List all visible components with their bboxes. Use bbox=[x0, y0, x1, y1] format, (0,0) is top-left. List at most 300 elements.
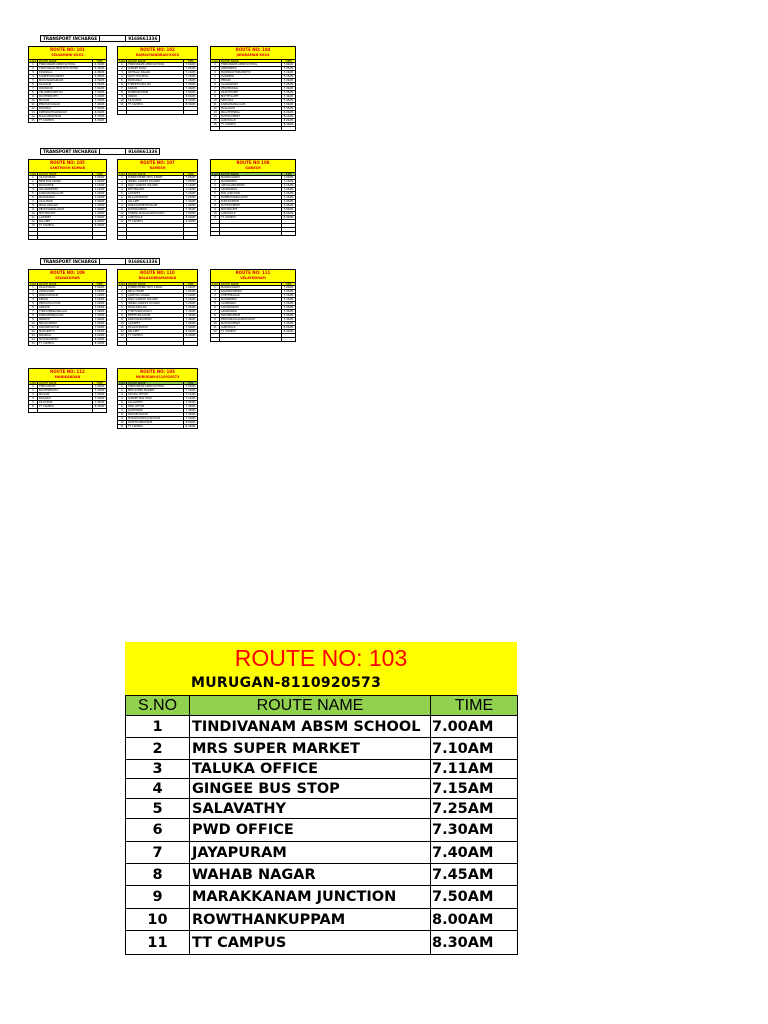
stop-serial-number: 6 bbox=[211, 196, 220, 199]
stop-serial-number: 7 bbox=[211, 87, 220, 90]
stop-time: 7.15AM bbox=[185, 75, 196, 78]
stop-serial-number: 5 bbox=[118, 302, 127, 305]
stop-time: 7.50AM bbox=[283, 208, 294, 211]
blank-cell bbox=[100, 258, 126, 265]
stop-serial-number: 4 bbox=[29, 298, 38, 301]
stop-serial-number: 15 bbox=[29, 119, 38, 122]
stop-time: 7.40AM bbox=[185, 409, 196, 412]
stop-time: 7.20AM bbox=[283, 302, 294, 305]
stop-name bbox=[127, 107, 184, 110]
stop-serial-number: 7 bbox=[211, 200, 220, 203]
route-card-driver: SELVAKUMAR bbox=[55, 276, 80, 280]
stop-time bbox=[184, 224, 197, 227]
stop-name: INDIRA GANDHI SQUARE bbox=[127, 302, 184, 305]
stop-time: 7.40AM bbox=[283, 200, 294, 203]
route-card-header bbox=[28, 368, 107, 381]
stop-time: 7.00AM bbox=[283, 176, 294, 179]
stop-time: 7.05AM bbox=[185, 67, 196, 70]
route-card-header bbox=[117, 46, 198, 59]
column-header: ROUTE NAME bbox=[38, 382, 93, 384]
stop-time: 8.10AM bbox=[94, 115, 105, 118]
stop-name: PWD OFFICE bbox=[127, 405, 184, 408]
stop-serial-number: 7 bbox=[211, 310, 220, 313]
stop-serial-number: 11 bbox=[118, 216, 127, 219]
stop-name: NEW BUS STAND bbox=[38, 180, 93, 183]
stop-name: PUDUKUPPAM bbox=[220, 200, 282, 203]
stop-name bbox=[220, 338, 282, 341]
route-card-header bbox=[210, 46, 296, 59]
transport-incharge-phone: 9168661336 bbox=[126, 148, 160, 155]
stop-serial-number: 11 bbox=[211, 103, 220, 106]
stop-name: PONDICHERRY BUS STAND bbox=[127, 176, 184, 179]
column-header: S.NO bbox=[118, 283, 126, 285]
stop-serial-number: 3 bbox=[29, 71, 38, 74]
stop-time: 8.30AM bbox=[94, 342, 105, 345]
stop-serial-number: 14 bbox=[29, 338, 38, 341]
stop-time: 7.20AM bbox=[94, 95, 105, 98]
column-header-sno: S.NO bbox=[126, 696, 190, 716]
stop-serial-number: 12 bbox=[29, 220, 38, 223]
stop-name: MARAKKANAM JUNCTION bbox=[127, 417, 184, 420]
stop-serial-number: 1 bbox=[211, 63, 220, 66]
stop-time bbox=[184, 228, 197, 231]
stop-serial-number: 10 bbox=[29, 212, 38, 215]
stop-time: 7.30AM bbox=[94, 310, 105, 313]
stop-time: 8.30AM bbox=[185, 425, 196, 428]
stop-serial-number: 3 bbox=[211, 71, 220, 74]
stop-time: 7.45AM bbox=[185, 208, 196, 211]
stop-serial-number: 14 bbox=[29, 115, 38, 118]
stop-name: KOTTAKUPPAM bbox=[38, 338, 93, 341]
column-header: S.NO bbox=[29, 382, 37, 384]
stop-name: NALLAVUR bbox=[220, 107, 282, 110]
stop-time: 7.30AM bbox=[94, 200, 105, 203]
stop-name: ANUMANDAI bbox=[220, 310, 282, 313]
stop-time: 7.00AM bbox=[94, 176, 105, 179]
stop-name: THIRUVENNAINALLUR bbox=[38, 310, 93, 313]
stop-serial-number: 2 bbox=[126, 738, 190, 760]
stop-serial-number: 7 bbox=[118, 409, 127, 412]
stop-time: 7.40AM bbox=[94, 318, 105, 321]
stop-time bbox=[282, 220, 295, 223]
stop-time: 7.50AM bbox=[94, 216, 105, 219]
route-card-thumbnail bbox=[28, 368, 107, 413]
stop-time: 7.50AM bbox=[283, 103, 294, 106]
stop-time: 6.55AM bbox=[94, 83, 105, 86]
stop-time: 7.40AM bbox=[185, 87, 196, 90]
stop-name: KEDAR bbox=[38, 298, 93, 301]
stop-serial-number: 11 bbox=[126, 931, 190, 955]
column-header: S.NO bbox=[118, 60, 126, 62]
stop-name: KOTTAKUPPAM bbox=[220, 322, 282, 325]
stop-time: 8.00AM bbox=[431, 909, 518, 931]
stop-serial-number: 9 bbox=[29, 208, 38, 211]
table-row bbox=[126, 799, 518, 819]
stop-name: KIDANGAL bbox=[38, 71, 93, 74]
stop-name: WAHAB NAGAR bbox=[190, 864, 431, 886]
stop-serial-number: 14 bbox=[211, 115, 220, 118]
route-103-driver-contact: MURUGAN-8110920573 bbox=[191, 675, 382, 691]
stop-name: MADUKARAI bbox=[38, 196, 93, 199]
table-row bbox=[211, 338, 295, 342]
route-card-thumbnail bbox=[28, 269, 107, 346]
stop-name: PERIYATHACHUR bbox=[38, 302, 93, 305]
stop-name: KATTALAI NAGAR bbox=[127, 71, 184, 74]
stop-serial-number: 5 bbox=[29, 302, 38, 305]
stop-serial-number: 2 bbox=[29, 67, 38, 70]
stop-serial-number: 5 bbox=[126, 799, 190, 819]
stop-name: KADAPAKKAM bbox=[220, 306, 282, 309]
stop-serial-number: 9 bbox=[118, 417, 127, 420]
stop-serial-number: 6 bbox=[29, 405, 38, 408]
stop-name bbox=[38, 409, 93, 412]
stop-time: 7.05AM bbox=[283, 67, 294, 70]
stop-name: PILLAICHAVADY bbox=[127, 326, 184, 329]
stop-serial-number: 9 bbox=[29, 318, 38, 321]
route-card-driver: SELVAMANI-XXXX bbox=[51, 53, 84, 57]
stop-serial-number: 6 bbox=[118, 196, 127, 199]
stop-time: 7.15AM bbox=[185, 298, 196, 301]
stop-time: 7.20AM bbox=[283, 79, 294, 82]
stop-name: PWD OFFICE bbox=[190, 819, 431, 842]
table-row bbox=[118, 236, 197, 240]
stop-name: ALAGRAMAM bbox=[220, 83, 282, 86]
route-card-title: ROUTE NO: 107 bbox=[140, 160, 175, 165]
stop-time: 7.15AM bbox=[283, 75, 294, 78]
stop-name bbox=[127, 342, 184, 345]
stop-serial-number: 7 bbox=[29, 310, 38, 313]
transport-incharge-label: TRANSPORT INCHARGE bbox=[40, 148, 100, 155]
stop-name: NELLIKUPPAM bbox=[38, 322, 93, 325]
stop-name: ROSHANAI bbox=[127, 79, 184, 82]
stop-serial-number: 5 bbox=[118, 401, 127, 404]
route-card-driver: BALASUBRAMANIAN bbox=[138, 276, 177, 280]
stop-name: KOLLIYANGUNAM bbox=[38, 115, 93, 118]
table-row bbox=[126, 779, 518, 799]
stop-time bbox=[184, 111, 197, 114]
stop-serial-number: 1 bbox=[211, 286, 220, 289]
route-card-title: ROUTE NO 108 bbox=[236, 160, 270, 165]
stop-name: TINDIVANAM ABSM SCHOOL bbox=[190, 716, 431, 738]
stop-serial-number bbox=[211, 338, 220, 341]
stop-time: 7.35AM bbox=[94, 314, 105, 317]
stop-serial-number: 4 bbox=[118, 397, 127, 400]
stop-time: 7.40AM bbox=[94, 208, 105, 211]
stop-time: 7.55AM bbox=[283, 107, 294, 110]
stop-name: TINDIVANAM ABSM SCHOOL bbox=[38, 63, 93, 66]
stop-time: 8.00AM bbox=[283, 111, 294, 114]
route-card-thumbnail bbox=[117, 159, 198, 240]
stop-time: 6.40AM bbox=[94, 67, 105, 70]
stop-time: 7.40AM bbox=[431, 842, 518, 864]
stop-serial-number: 8 bbox=[29, 204, 38, 207]
stop-time: 7.30AM bbox=[283, 310, 294, 313]
stop-time bbox=[93, 409, 106, 412]
stop-name: TT CAMPUS bbox=[127, 103, 184, 106]
column-header: S.NO bbox=[118, 173, 126, 175]
stop-time: 7.50AM bbox=[431, 886, 518, 909]
route-card-thumbnail bbox=[210, 159, 296, 236]
stop-name: PONDICHERRY BUS STAND bbox=[127, 286, 184, 289]
route-card-driver: MURUGAN-8110920573 bbox=[135, 375, 180, 379]
stop-name: KONERIKUPPAM bbox=[127, 91, 184, 94]
column-header: TIME bbox=[187, 382, 194, 384]
stop-name: ANUMANDAI bbox=[220, 188, 282, 191]
column-header: S.NO bbox=[211, 60, 219, 62]
table-row bbox=[126, 909, 518, 931]
column-header: ROUTE NAME bbox=[38, 173, 93, 175]
stop-name: KALAPET bbox=[127, 330, 184, 333]
stop-name: KALAPET bbox=[38, 220, 93, 223]
stop-serial-number: 4 bbox=[29, 188, 38, 191]
stop-time: 7.45AM bbox=[185, 322, 196, 325]
stop-time: 7.45AM bbox=[94, 212, 105, 215]
column-header: S.NO bbox=[29, 173, 37, 175]
stop-name: TINDIVANAM bbox=[38, 385, 93, 388]
stop-name: TT CAMPUS bbox=[127, 220, 184, 223]
stop-serial-number: 11 bbox=[118, 425, 127, 428]
stop-serial-number: 6 bbox=[29, 306, 38, 309]
stop-serial-number: 4 bbox=[211, 188, 220, 191]
stop-time: 7.40AM bbox=[185, 318, 196, 321]
stop-serial-number: 3 bbox=[29, 184, 38, 187]
column-header: S.NO bbox=[29, 60, 37, 62]
stop-serial-number bbox=[118, 342, 127, 345]
stop-time: 7.10AM bbox=[185, 294, 196, 297]
column-header: ROUTE NAME bbox=[220, 173, 282, 175]
stop-name: WAHAB NAGAR bbox=[127, 413, 184, 416]
stop-serial-number: 10 bbox=[29, 322, 38, 325]
stop-serial-number: 1 bbox=[126, 716, 190, 738]
stop-time: 7.20AM bbox=[185, 192, 196, 195]
stop-time: 7.10AM bbox=[185, 184, 196, 187]
stop-time: 7.00AM bbox=[431, 716, 518, 738]
stop-time: 7.00AM bbox=[94, 385, 105, 388]
route-card-thumbnail bbox=[28, 46, 107, 123]
stop-serial-number: 4 bbox=[126, 779, 190, 799]
stop-serial-number: 8 bbox=[29, 91, 38, 94]
stop-name: PILLAICHAVADY bbox=[127, 196, 184, 199]
stop-time bbox=[93, 228, 106, 231]
stop-serial-number bbox=[118, 338, 127, 341]
stop-serial-number: 1 bbox=[211, 176, 220, 179]
stop-serial-number: 3 bbox=[118, 71, 127, 74]
column-header: ROUTE NAME bbox=[38, 60, 93, 62]
stop-name: PANRUTI bbox=[38, 318, 93, 321]
stop-serial-number: 9 bbox=[118, 318, 127, 321]
stop-name: TT CAMPUS bbox=[220, 330, 282, 333]
stop-time: 7.10AM bbox=[283, 294, 294, 297]
table-row bbox=[126, 886, 518, 909]
route-card-header bbox=[117, 368, 198, 381]
stop-name bbox=[220, 220, 282, 223]
stop-serial-number: 13 bbox=[29, 334, 38, 337]
stop-name: TT CAMPUS bbox=[190, 931, 431, 955]
stop-time: 7.00AM bbox=[185, 385, 196, 388]
stop-name: OMANDUR bbox=[38, 87, 93, 90]
stop-serial-number bbox=[211, 224, 220, 227]
stop-time: 7.20AM bbox=[94, 393, 105, 396]
stop-time bbox=[282, 228, 295, 231]
stop-serial-number: 6 bbox=[29, 196, 38, 199]
stop-name: TINDIVANAM NEW BUS STAND bbox=[38, 67, 93, 70]
stop-time: 7.10AM bbox=[185, 389, 196, 392]
stop-time: 7.05AM bbox=[94, 180, 105, 183]
stop-serial-number: 2 bbox=[211, 67, 220, 70]
route-card-title: ROUTE NO: 109 bbox=[50, 270, 85, 275]
stop-name: ROSANAI bbox=[38, 107, 93, 110]
stop-name: MAILAM bbox=[38, 99, 93, 102]
stop-serial-number bbox=[118, 232, 127, 235]
stop-time: 8.10AM bbox=[94, 338, 105, 341]
stop-name: KALAPET bbox=[127, 200, 184, 203]
route-card-header bbox=[28, 159, 107, 172]
stop-name bbox=[127, 224, 184, 227]
stop-serial-number: 6 bbox=[118, 83, 127, 86]
table-row bbox=[118, 111, 197, 115]
stop-serial-number bbox=[118, 224, 127, 227]
stop-name: PALLITHENNAL bbox=[220, 111, 282, 114]
stop-name: AUROVILLE bbox=[220, 119, 282, 122]
stop-serial-number: 4 bbox=[118, 75, 127, 78]
stop-name: AJANTHA SIGNAL bbox=[127, 294, 184, 297]
stop-time: 7.30AM bbox=[185, 405, 196, 408]
stop-serial-number: 10 bbox=[211, 212, 220, 215]
stop-time: 7.25AM bbox=[94, 196, 105, 199]
stop-serial-number: 6 bbox=[211, 306, 220, 309]
table-row bbox=[126, 864, 518, 886]
transport-incharge-label: TRANSPORT INCHARGE bbox=[40, 35, 100, 42]
stop-name bbox=[220, 232, 282, 235]
stop-name: MUTHIALPET bbox=[220, 208, 282, 211]
stop-time bbox=[184, 236, 197, 239]
stop-time: 7.35AM bbox=[283, 91, 294, 94]
stop-time bbox=[184, 342, 197, 345]
stop-time: 8.30AM bbox=[431, 931, 518, 955]
stop-serial-number: 4 bbox=[211, 75, 220, 78]
column-header: ROUTE NAME bbox=[127, 173, 184, 175]
stop-name: VILLIANUR bbox=[38, 200, 93, 203]
stop-time bbox=[282, 338, 295, 341]
stop-name: VANUR bbox=[127, 95, 184, 98]
stop-name: MRS SUPER MARKET bbox=[127, 389, 184, 392]
stop-name: KOOTERIPATTU bbox=[38, 389, 93, 392]
stop-name: PARIKKAL bbox=[38, 334, 93, 337]
column-header: TIME bbox=[285, 283, 292, 285]
column-header: S.NO bbox=[211, 283, 219, 285]
route-card-thumbnail bbox=[117, 269, 198, 346]
stop-time: 8.20AM bbox=[283, 119, 294, 122]
stop-time: 8.00AM bbox=[283, 326, 294, 329]
stop-time: 7.15AM bbox=[94, 188, 105, 191]
stop-time: 8.00AM bbox=[185, 216, 196, 219]
stop-serial-number: 1 bbox=[29, 63, 38, 66]
stop-time: 7.25AM bbox=[283, 83, 294, 86]
stop-name: MEETTUPALAYAM bbox=[127, 314, 184, 317]
route-103-stops-table bbox=[125, 695, 518, 955]
stop-time bbox=[184, 232, 197, 235]
column-header: ROUTE NAME bbox=[220, 60, 282, 62]
table-row bbox=[126, 931, 518, 955]
stop-name: KANDAMANGALAM bbox=[220, 103, 282, 106]
stop-serial-number: 9 bbox=[211, 318, 220, 321]
stop-name: TINDIVANAM ABSM SCHOOL bbox=[127, 63, 184, 66]
stop-time: 8.00AM bbox=[185, 421, 196, 424]
stop-name: GINGEE BUS STOP bbox=[190, 779, 431, 799]
stop-name: PANAYAPURAM bbox=[38, 294, 93, 297]
table-row bbox=[118, 342, 197, 346]
stop-name: MOONGILTHURAIPATTU bbox=[220, 71, 282, 74]
stop-serial-number: 5 bbox=[211, 79, 220, 82]
stop-serial-number: 4 bbox=[29, 75, 38, 78]
stop-time: 7.25AM bbox=[431, 799, 518, 819]
transport-incharge-phone: 9168661336 bbox=[126, 35, 160, 42]
stop-name: KILPUTHUPET bbox=[220, 91, 282, 94]
stop-serial-number: 11 bbox=[29, 103, 38, 106]
stop-time: 7.10AM bbox=[94, 91, 105, 94]
stop-serial-number bbox=[29, 232, 38, 235]
stop-serial-number: 7 bbox=[126, 842, 190, 864]
stop-name: RAJIV GANDHI SQUARE bbox=[127, 184, 184, 187]
stop-time: 7.30AM bbox=[185, 310, 196, 313]
stop-name: TT CAMPUS bbox=[220, 216, 282, 219]
stop-name bbox=[127, 338, 184, 341]
table-row bbox=[126, 738, 518, 760]
stop-serial-number: 11 bbox=[29, 326, 38, 329]
stop-name bbox=[38, 232, 93, 235]
stop-time: 7.00AM bbox=[185, 63, 196, 66]
stop-name: VALUDAREDDY bbox=[38, 188, 93, 191]
stop-serial-number: 3 bbox=[29, 393, 38, 396]
stop-serial-number: 5 bbox=[211, 192, 220, 195]
stop-serial-number: 2 bbox=[211, 180, 220, 183]
route-card-thumbnail bbox=[210, 269, 296, 342]
stop-time: 7.00AM bbox=[94, 286, 105, 289]
stop-time: 7.00AM bbox=[94, 87, 105, 90]
stop-name: SALAVATHY bbox=[190, 799, 431, 819]
stop-serial-number bbox=[211, 232, 220, 235]
stop-name: MUTHIALPET bbox=[127, 188, 184, 191]
stop-serial-number: 6 bbox=[126, 819, 190, 842]
stop-name: PERIYAMUDALIARCHAVADY bbox=[220, 318, 282, 321]
stop-name: MUTHIYALPET bbox=[220, 95, 282, 98]
stop-time: 7.20AM bbox=[283, 188, 294, 191]
stop-name: MOOLAKULAM bbox=[127, 306, 184, 309]
table-row bbox=[118, 425, 197, 429]
stop-serial-number: 1 bbox=[118, 286, 127, 289]
stop-serial-number: 1 bbox=[29, 176, 38, 179]
stop-name: KOTTAKUPPAM bbox=[220, 115, 282, 118]
stop-name: TT CAMPUS bbox=[38, 405, 93, 408]
stop-name: SALAVATHY bbox=[127, 401, 184, 404]
stop-name: CHINNA MUDALIARCHAVADY bbox=[127, 212, 184, 215]
route-card-title: ROUTE NO: 104 bbox=[235, 47, 271, 52]
stop-name: TT CAMPUS bbox=[220, 123, 282, 126]
stop-time: 7.40AM bbox=[283, 318, 294, 321]
column-header: TIME bbox=[96, 173, 103, 175]
column-header: TIME bbox=[187, 60, 194, 62]
stop-time: 8.30AM bbox=[283, 216, 294, 219]
stop-time: 7.30AM bbox=[94, 99, 105, 102]
stop-serial-number: 5 bbox=[29, 401, 38, 404]
stop-serial-number: 2 bbox=[29, 389, 38, 392]
route-card-driver: RAMACHANDRAN-XXXX bbox=[135, 53, 180, 57]
stop-serial-number: 9 bbox=[211, 95, 220, 98]
stop-serial-number: 5 bbox=[118, 192, 127, 195]
stop-serial-number: 6 bbox=[118, 306, 127, 309]
column-header: ROUTE NAME bbox=[127, 283, 184, 285]
stop-time: 7.10AM bbox=[283, 180, 294, 183]
